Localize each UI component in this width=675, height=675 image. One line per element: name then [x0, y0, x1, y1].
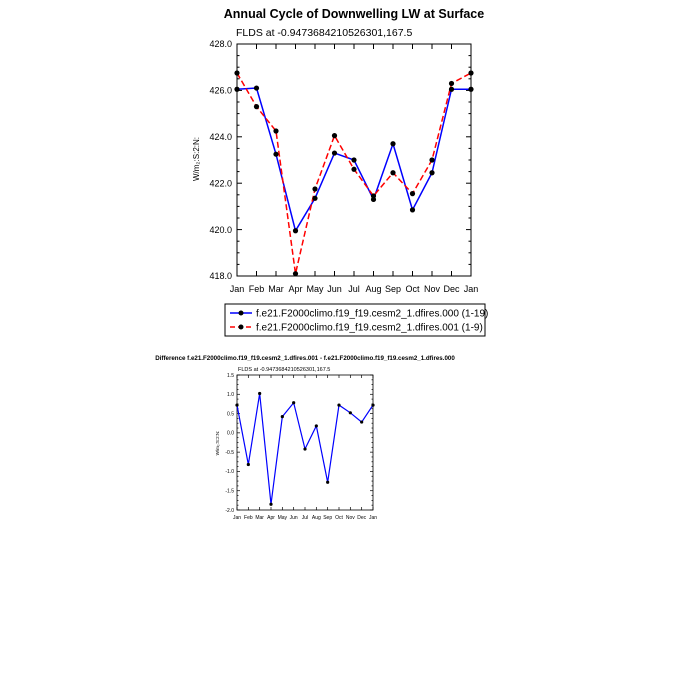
x-tick-label: Mar — [268, 284, 284, 294]
main-chart-ylabel: W/m₂:S:2:N: — [192, 137, 201, 181]
data-point-s0-10 — [349, 411, 352, 414]
data-point-s1-11 — [449, 81, 454, 86]
x-tick-label: Jun — [289, 515, 298, 521]
data-point-s1-8 — [390, 170, 395, 175]
x-tick-label: Jul — [348, 284, 360, 294]
data-point-s0-2 — [258, 392, 261, 395]
y-tick-label: 424.0 — [209, 131, 232, 142]
diff-y-axis — [225, 373, 373, 514]
x-tick-label: Feb — [244, 515, 253, 521]
data-point-s0-1 — [254, 85, 259, 90]
data-point-s1-0 — [234, 70, 239, 75]
y-tick-label: 0.5 — [227, 411, 234, 418]
data-point-s1-4 — [312, 186, 317, 191]
data-point-s0-6 — [351, 157, 356, 162]
x-tick-label: Mar — [255, 515, 264, 521]
legend-label-dfires-000: f.e21.F2000climo.f19_f19.cesm2_1.dfires.000 (1-19) — [256, 308, 489, 320]
y-tick-label: 1.5 — [227, 372, 234, 379]
data-point-s0-0 — [234, 87, 239, 92]
y-tick-label: -2.0 — [225, 507, 234, 514]
x-tick-label: Sep — [384, 284, 402, 294]
data-point-s0-8 — [326, 481, 329, 484]
data-point-s0-10 — [429, 170, 434, 175]
y-tick-label: -1.5 — [225, 488, 234, 495]
data-point-s1-5 — [332, 133, 337, 138]
data-point-s0-7 — [315, 424, 318, 427]
legend-marker-dfires-000 — [239, 311, 244, 316]
x-tick-label: Apr — [288, 284, 303, 294]
data-point-s0-9 — [337, 403, 340, 406]
x-tick-label: Apr — [267, 515, 275, 521]
x-tick-label: Oct — [335, 515, 343, 521]
data-point-s0-5 — [332, 150, 337, 155]
data-point-s1-12 — [468, 70, 473, 75]
legend-label-dfires-001: f.e21.F2000climo.f19_f19.cesm2_1.dfires.001 (1-9) — [256, 322, 483, 334]
y-tick-label: 418.0 — [209, 271, 232, 282]
data-point-s1-6 — [351, 167, 356, 172]
diff-series-layer — [235, 392, 374, 506]
main-series-layer — [234, 70, 473, 276]
data-point-s0-0 — [235, 403, 238, 406]
data-point-s0-5 — [292, 401, 295, 404]
data-point-s0-2 — [273, 152, 278, 157]
difference-chart — [155, 355, 455, 521]
main-chart — [192, 7, 488, 336]
y-tick-label: 0.0 — [227, 430, 234, 437]
data-point-s0-6 — [303, 447, 306, 450]
x-tick-label: Dec — [443, 284, 460, 294]
y-tick-label: -1.0 — [225, 469, 234, 476]
data-point-s1-1 — [254, 104, 259, 109]
data-point-s0-1 — [247, 463, 250, 466]
x-tick-label: Nov — [345, 515, 355, 521]
x-tick-label: Jan — [368, 515, 378, 521]
data-point-s1-10 — [429, 157, 434, 162]
x-tick-label: Jan — [229, 284, 245, 294]
diff-plot-frame — [237, 375, 373, 510]
data-point-s0-9 — [410, 207, 415, 212]
data-point-s1-9 — [410, 191, 415, 196]
y-tick-label: 1.0 — [227, 392, 234, 399]
data-point-s0-11 — [360, 420, 363, 423]
data-point-s0-8 — [390, 141, 395, 146]
data-point-s1-7 — [371, 193, 376, 198]
data-point-s0-4 — [312, 196, 317, 201]
x-tick-label: Sep — [323, 515, 333, 521]
main-legend — [225, 304, 488, 336]
data-point-s0-4 — [281, 415, 284, 418]
x-tick-label: Aug — [365, 284, 382, 294]
diff-chart-subtitle: FLDS at -0.9473684210526301,167.5 — [238, 367, 331, 373]
legend-marker-dfires-001 — [239, 325, 244, 330]
x-tick-label: May — [306, 284, 324, 294]
y-tick-label: 428.0 — [209, 39, 232, 50]
main-chart-subtitle: FLDS at -0.9473684210526301,167.5 — [236, 27, 413, 39]
data-point-s0-11 — [449, 87, 454, 92]
data-point-s0-12 — [371, 403, 374, 406]
x-tick-label: Nov — [423, 284, 441, 294]
x-tick-label: Jul — [301, 515, 309, 521]
x-tick-label: Oct — [405, 284, 420, 294]
y-tick-label: 426.0 — [209, 85, 232, 96]
series-line-1 — [237, 73, 471, 274]
x-tick-label: Aug — [311, 515, 321, 521]
data-point-s1-3 — [293, 271, 298, 276]
main-chart-title: Annual Cycle of Downwelling LW at Surface — [223, 7, 485, 21]
y-tick-label: 420.0 — [209, 224, 232, 235]
diff-chart-ylabel: W/m₂:S:2:N: — [215, 430, 220, 456]
diff-chart-title: Difference f.e21.F2000climo.f19_f19.cesm2_1.dfires.001 - f.e21.F2000climo.f19_f19.cesm2_1.dfires.000 — [155, 355, 455, 362]
data-point-s0-3 — [293, 228, 298, 233]
data-point-s1-2 — [273, 128, 278, 133]
y-tick-label: 422.0 — [209, 178, 232, 189]
y-tick-label: -0.5 — [225, 449, 234, 456]
x-tick-label: Jun — [327, 284, 342, 294]
x-tick-label: Jan — [463, 284, 479, 294]
data-point-s0-12 — [468, 87, 473, 92]
x-tick-label: Dec — [357, 515, 367, 521]
x-tick-label: Feb — [248, 284, 265, 294]
x-tick-label: Jan — [232, 515, 242, 521]
data-point-s0-3 — [269, 503, 272, 506]
x-tick-label: May — [277, 515, 288, 521]
